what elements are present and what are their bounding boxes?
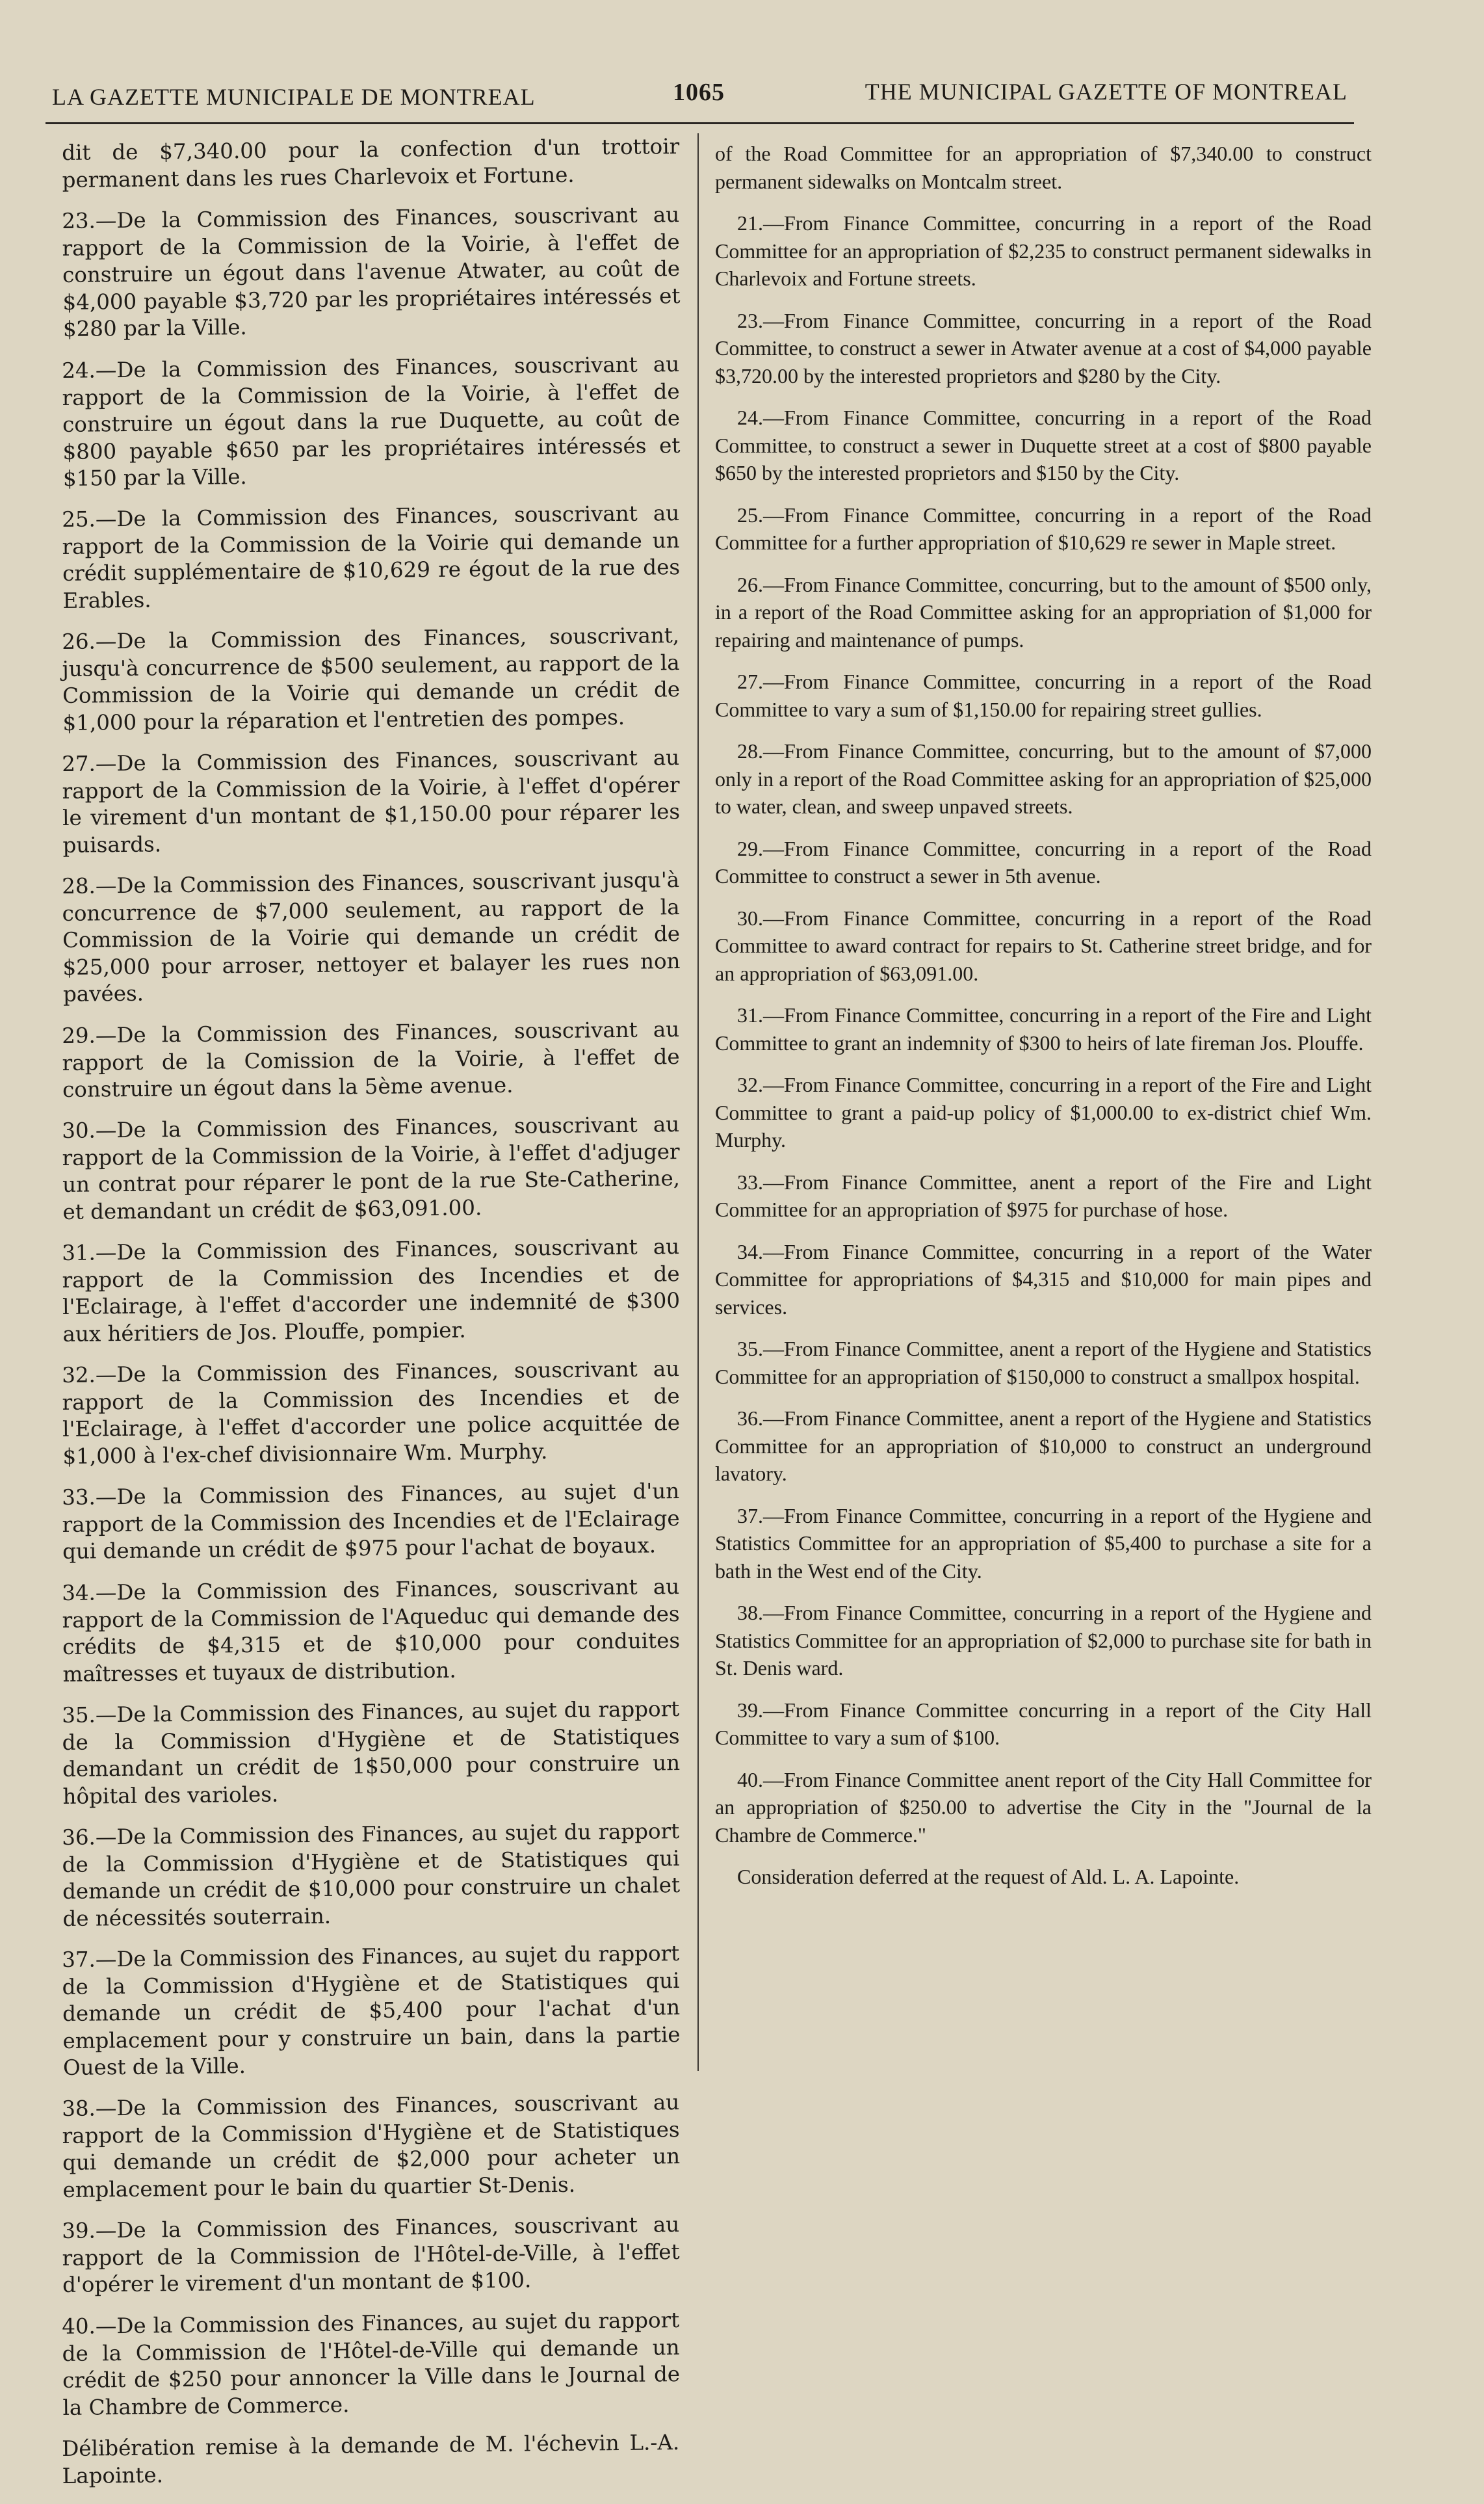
english-paragraph: 33.—From Finance Committee, anent a report of the Fire and Light Committee for an appropriation of $975 for purchase of hose. (715, 1170, 1372, 1221)
english-paragraph: 21.—From Finance Committee, concurring in a report of the Road Committee for an appropriation of $2,235 to construct permanent sidewalks in Charlevoix and Fortune streets. (715, 211, 1372, 290)
french-paragraph: 38.—De la Commission des Finances, souscrivant au rapport de la Commission d'Hygiène et de Statistiques qui demande un crédit de $2,000 pour acheter un emplacement pour le bain du quartier St-Denis. (62, 2090, 681, 2202)
page-number: 1065 (673, 79, 725, 106)
french-paragraph: 31.—De la Commission des Finances, souscrivant au rapport de la Commission des Incendies et de l'Eclairage, à l'effet d'accorder une indemnité de $300 aux héritiers de Jos. Plouffe, pompier. (62, 1234, 681, 1347)
french-paragraph: 35.—De la Commission des Finances, au sujet du rapport de la Commission d'Hygiène et de Statistiques demandant un crédit de 1$50,000 pour construire un hôpital des varioles. (62, 1696, 681, 1808)
english-paragraph: 28.—From Finance Committee, concurring, but to the amount of $7,000 only in a report of the Road Committee asking for an appropriation of $25,000 to water, clean, and sweep unpaved streets. (715, 739, 1372, 818)
header-rule (46, 122, 1354, 124)
column-divider (697, 133, 699, 2071)
english-paragraph: 36.—From Finance Committee, anent a report of the Hygiene and Statistics Committee for an appropriation of $10,000 to construct an underground lavatory. (715, 1406, 1372, 1485)
header-french-title: LA GAZETTE MUNICIPALE DE MONTREAL (52, 84, 536, 110)
french-paragraph: 28.—De la Commission des Finances, souscrivant jusqu'à concurrence de $7,000 seulement, au rapport de la Commission de la Voirie qui demande un crédit de $25,000 pour arroser, nettoyer et balayer les rues non pavées. (62, 867, 681, 1007)
english-paragraph: 27.—From Finance Committee, concurring in a report of the Road Committee to vary a sum of $1,150.00 for repairing street gullies. (715, 670, 1372, 721)
english-paragraph: of the Road Committee for an appropriation of $7,340.00 to construct permanent sidewalks on Montcalm street. (715, 142, 1372, 193)
french-paragraph: 34.—De la Commission des Finances, souscrivant au rapport de la Commission de l'Aqueduc qui demande des crédits de $4,315 et de $10,000 pour conduites maîtresses et tuyaux de distribution. (62, 1574, 681, 1686)
french-paragraph: 33.—De la Commission des Finances, au sujet d'un rapport de la Commission des Incendies et de l'Eclairage qui demande un crédit de $975 pour l'achat de boyaux. (62, 1479, 680, 1564)
english-paragraph: 30.—From Finance Committee, concurring in a report of the Road Committee to award contract for repairs to St. Catherine street bridge, and for an appropriation of $63,091.00. (715, 906, 1372, 985)
french-paragraph: 27.—De la Commission des Finances, souscrivant au rapport de la Commission de la Voirie, à l'effet d'opérer le virement d'un montant de $1,150.00 pour réparer les puisards. (62, 745, 681, 858)
english-paragraph: 29.—From Finance Committee, concurring in a report of the Road Committee to construct a sewer in 5th avenue. (715, 836, 1372, 888)
french-paragraph: 26.—De la Commission des Finances, souscrivant, jusqu'à concurrence de $500 seulement, au rapport de la Commission de la Voirie qui demande un crédit de $1,000 pour la réparation et l'entretien des pompes. (62, 623, 681, 735)
english-paragraph: 34.—From Finance Committee, concurring in a report of the Water Committee for appropriations of $4,315 and $10,000 for main pipes and services. (715, 1239, 1372, 1319)
french-paragraph: 36.—De la Commission des Finances, au sujet du rapport de la Commission d'Hygiène et de Statistiques qui demande un crédit de $10,000 pour construire un chalet de nécessités souterrain. (62, 1818, 681, 1931)
english-paragraph: 38.—From Finance Committee, concurring in a report of the Hygiene and Statistics Committee for an appropriation of $2,000 to purchase site for bath in St. Denis ward. (715, 1601, 1372, 1680)
page-header (52, 73, 1347, 118)
french-column (62, 134, 681, 2504)
french-paragraph: 25.—De la Commission des Finances, souscrivant au rapport de la Commission de la Voirie qui demande un crédit supplémentaire de $10,629 re égout de la rue des Erables. (62, 501, 681, 613)
french-paragraph: 30.—De la Commission des Finances, souscrivant au rapport de la Commission de la Voirie, à l'effet d'adjuger un contrat pour réparer le pont de la rue Ste-Catherine, et demandant un crédit de $63,091.00. (62, 1112, 681, 1224)
french-paragraph: dit de $7,340.00 pour la confection d'un trottoir permanent dans les rues Charlevoix et Fortune. (62, 134, 680, 192)
english-paragraph: 23.—From Finance Committee, concurring in a report of the Road Committee, to construct a sewer in Atwater avenue at a cost of $4,000 payable $3,720.00 by the interested proprietors and $280 by the City. (715, 308, 1372, 388)
header-english-title: THE MUNICIPAL GAZETTE OF MONTREAL (865, 79, 1347, 105)
english-paragraph: 31.—From Finance Committee, concurring in a report of the Fire and Light Committee to grant an indemnity of $300 to heirs of late fireman Jos. Plouffe. (715, 1003, 1372, 1055)
french-paragraph: 29.—De la Commission des Finances, souscrivant au rapport de la Comission de la Voirie, à l'effet de construire un égout dans la 5ème avenue. (62, 1016, 680, 1102)
french-paragraph: 23.—De la Commission des Finances, souscrivant au rapport de la Commission de la Voirie, à l'effet de construire un égout dans l'avenue Atwater, au coût de $4,000 payable $3,720 par les propriétaires intéressés et $280 par la Ville. (62, 202, 681, 341)
english-paragraph: 35.—From Finance Committee, anent a report of the Hygiene and Statistics Committee for an appropriation of $150,000 to construct a smallpox hospital. (715, 1337, 1372, 1388)
french-paragraph: 24.—De la Commission des Finances, souscrivant au rapport de la Commission de la Voirie, à l'effet de construire un égout dans la rue Duquette, au coût de $800 payable $650 par les propriétaires intéressés et $150 par la Ville. (62, 351, 681, 491)
english-paragraph: 25.—From Finance Committee, concurring in a report of the Road Committee for a further appropriation of $10,629 re sewer in Maple street. (715, 503, 1372, 554)
english-paragraph: Consideration deferred at the request of Ald. L. A. Lapointe. (737, 1865, 1240, 1888)
english-paragraph: 37.—From Finance Committee, concurring in a report of the Hygiene and Statistics Committee for an appropriation of $5,400 to purchase a site for a bath in the West end of the City. (715, 1503, 1372, 1583)
english-paragraph: 26.—From Finance Committee, concurring, but to the amount of $500 only, in a report of the Road Committee asking for an appropriation of $1,000 for repairing and maintenance of pumps. (715, 572, 1372, 652)
english-paragraph: 24.—From Finance Committee, concurring in a report of the Road Committee, to construct a sewer in Duquette street at a cost of $800 payable $650 by the interested proprietors and $150 by the City. (715, 406, 1372, 484)
french-paragraph: Délibération remise à la demande de M. l'échevin L.-A. Lapointe. (62, 2429, 680, 2488)
english-paragraph: 39.—From Finance Committee concurring in a report of the City Hall Committee to vary a sum of $100. (715, 1698, 1372, 1749)
french-paragraph: 32.—De la Commission des Finances, souscrivant au rapport de la Commission des Incendies et de l'Eclairage, à l'effet d'accorder une police acquittée de $1,000 à l'ex-chef divisionnaire Wm. Murphy. (62, 1356, 681, 1469)
english-paragraph: 40.—From Finance Committee anent report of the City Hall Committee for an appropriation of $250.00 to advertise the City in the "Journal de la Chambre de Commerce." (715, 1767, 1372, 1847)
english-column (715, 140, 1372, 1905)
english-paragraph: 32.—From Finance Committee, concurring in a report of the Fire and Light Committee to grant a paid-up policy of $1,000.00 to ex-district chief Wm. Murphy. (715, 1073, 1372, 1152)
french-paragraph: 39.—De la Commission des Finances, souscrivant au rapport de la Commission de l'Hôtel-de-Ville, à l'effet d'opérer le virement d'un montant de $100. (62, 2212, 680, 2297)
french-paragraph: 40.—De la Commission des Finances, au sujet du rapport de la Commission de l'Hôtel-de-Ville qui demande un crédit de $250 pour annoncer la Ville dans le Journal de la Chambre de Commerce. (62, 2307, 681, 2419)
french-paragraph: 37.—De la Commission des Finances, au sujet du rapport de la Commission d'Hygiène et de Statistiques qui demande un crédit de $5,400 pour l'achat d'un emplacement pour y construire un bain, dans la partie Ouest de la Ville. (62, 1940, 681, 2080)
